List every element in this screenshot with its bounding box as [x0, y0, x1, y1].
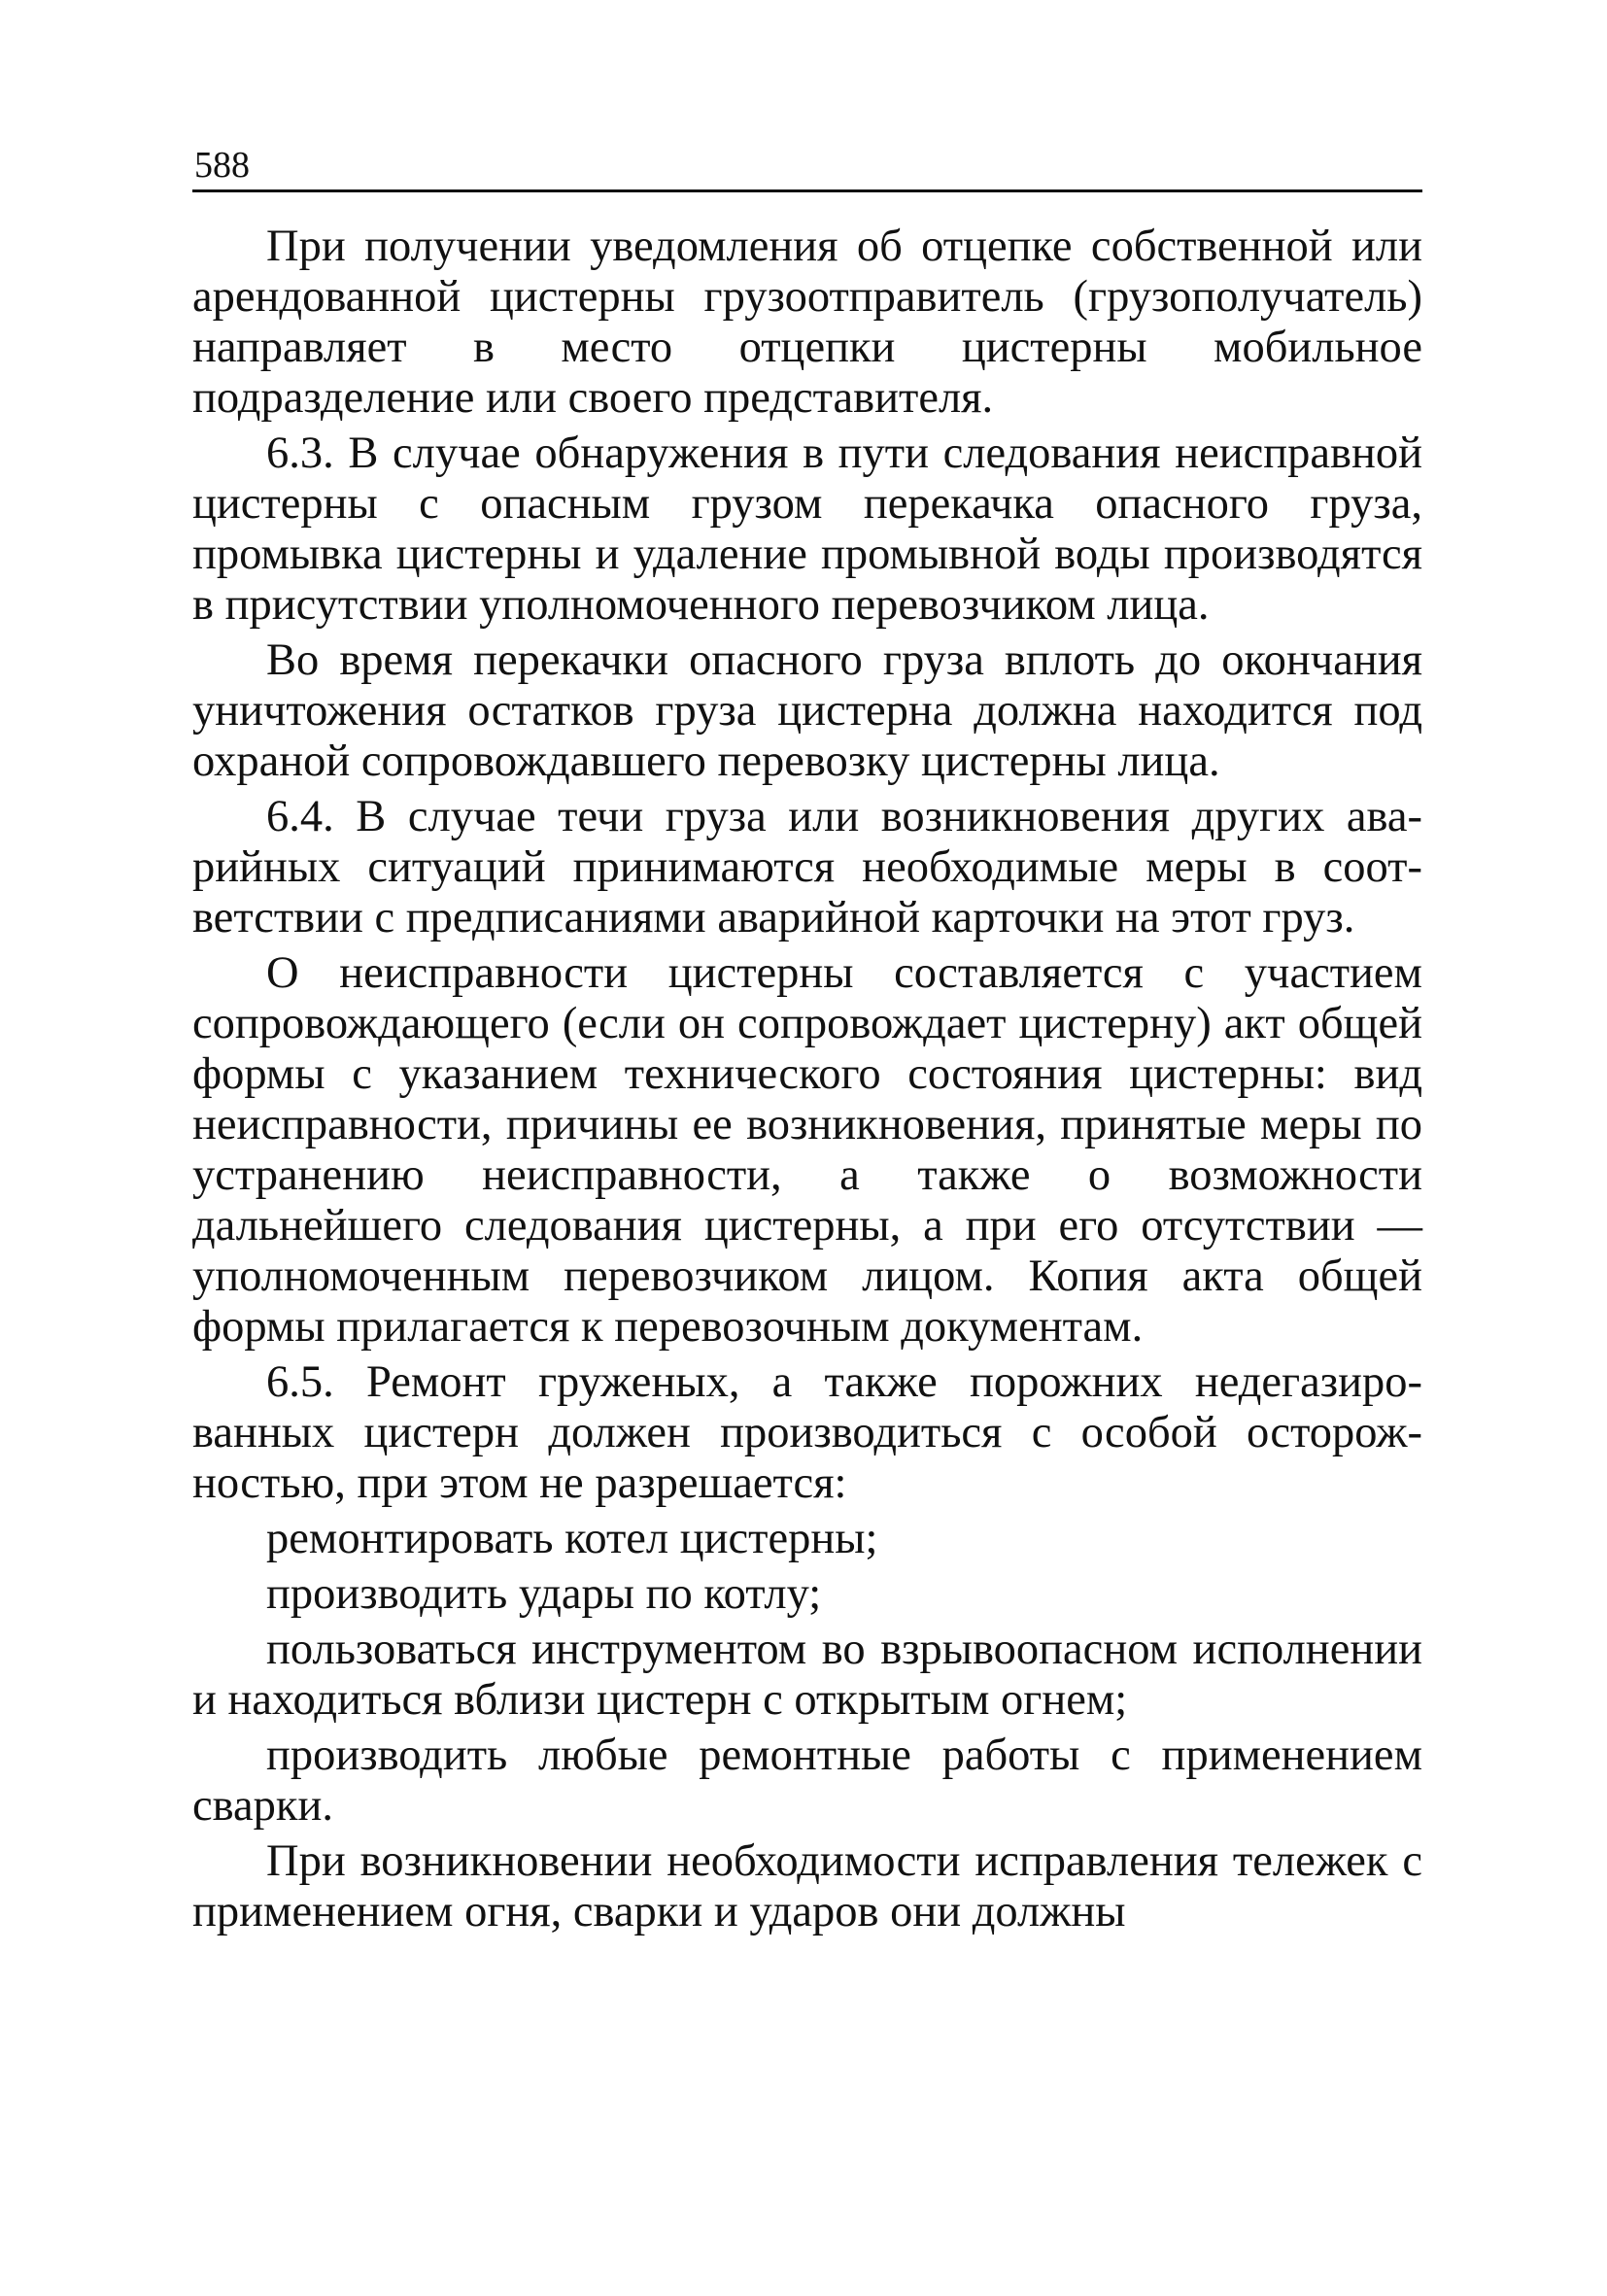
paragraph-6-4: 6.4. В случае течи груза или возникновения других аварийных ситуаций принимаются необходимые меры в соответствии с предписаниями аварийной карточки на этот груз.	[192, 792, 1422, 942]
list-item-repair-boiler: ремонтировать котел цистерны;	[266, 1514, 878, 1563]
paragraph-6-5: 6.5. Ремонт груженых, а также порожних недегазированных цистерн должен производиться с особой осторожностью, при этом не разрешается:	[192, 1357, 1422, 1508]
list-item-tools-fire: пользоваться инструментом во взрывоопасном исполнении и находиться вблизи цистерн с открытым огнем;	[192, 1625, 1422, 1725]
page-number: 588	[194, 145, 250, 186]
paragraph-pumping-guard: Во время перекачки опасного груза вплоть до окончания уничтожения остатков груза цистерна должна находится под охраной сопровождавшего перевозку цистерны лица.	[192, 635, 1422, 786]
list-item-welding: производить любые ремонтные работы с применением сварки.	[192, 1731, 1422, 1831]
list-item-strike-boiler: производить удары по котлу;	[266, 1569, 822, 1619]
paragraph-notification: При получении уведомления об отцепке собственной или арендованной цистерны грузоотправитель (грузополучатель) направляет в место отцепки цистерны мобильное подразделение или своего представителя.	[192, 222, 1422, 423]
paragraph-malfunction-act: О неисправности цистерны составляется с участием сопровождающего (если он сопровождает цистерну) акт общей формы с указанием технического состояния цистерны: вид неисправности, причины ее возникновения, принятые меры по устранению неисправности, а также о возможности дальнейшего следования цистерны, а при его отсутствии — уполномоченным перевозчиком лицом. Копия акта общей формы прилагается к перевозочным документам.	[192, 948, 1422, 1352]
body-text	[192, 222, 1422, 1942]
paragraph-bogie-repair: При возникновении необходимости исправления тележек с применением огня, сварки и ударов они должны	[192, 1836, 1422, 1936]
paragraph-6-3: 6.3. В случае обнаружения в пути следования неисправной цистерны с опасным грузом перекачка опасного груза, промывка цистерны и удаление промывной воды производятся в присутствии уполномоченного перевозчиком лица.	[192, 428, 1422, 630]
header-rule	[192, 189, 1422, 192]
